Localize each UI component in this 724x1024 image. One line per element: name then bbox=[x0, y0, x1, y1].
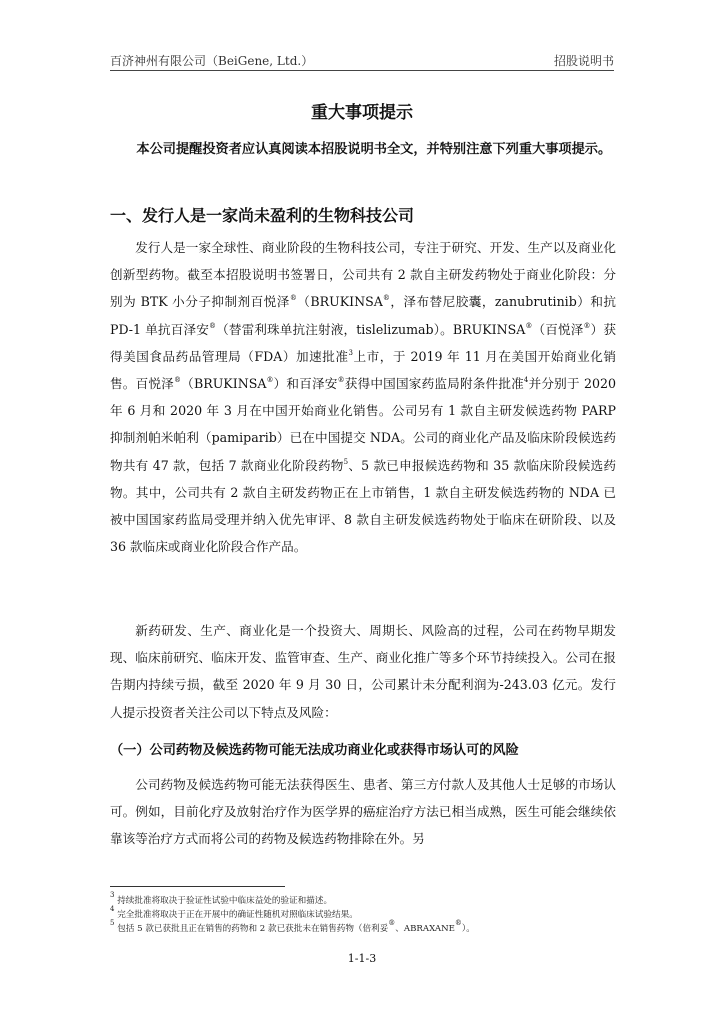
paragraph-2: 新药研发、生产、商业化是一个投资大、周期长、风险高的过程，公司在药物早期发现、临床前研究、临床开发、监管审查、生产、商业化推广等多个环节持续投入。公司在报告期内持续亏损，截至 2020 年 9 月 30 日，公司累计未分配利润为-243.03 亿元。发行人提示投资者关注公司以下特点及风险： bbox=[110, 623, 616, 720]
header-company: 百济神州有限公司（BeiGene, Ltd.） bbox=[110, 54, 314, 68]
footnote-4: $^4$ 完全批准将取决于正在开展中的确证性随机对照临床试验结果。 bbox=[110, 905, 358, 920]
footnote-3: $^3$ 持续批准将取决于验证性试验中临床益处的验证和描述。 bbox=[110, 891, 333, 906]
footnote-5: $^5$ 包括 5 款已获批且正在销售的药物和 2 款已获批未在销售药物（倍利妥®、ABRAXANE®）。 bbox=[110, 919, 475, 934]
paragraph-1: 发行人是一家全球性、商业阶段的生物科技公司，专注于研究、开发、生产以及商业化创新型药物。截至本招股说明书签署日，公司共有 2 款自主研发药物处于商业化阶段：分别为 BTK 小分子抑制剂百悦泽®（BRUKINSA®，泽布替尼胶囊，zanubrutinib）和抗 PD-1 单抗百泽安®（替雷利珠单抗注射液，tislelizumab）。BRUKINSA®（百悦泽®）获得美国食品药品管理局（FDA）加速批准$^3$上市，于 2019 年 11 月在美国开始商业化销售。百悦泽®（BRUKINSA®）和百泽安®获得中国国家药监局附条件批准$^4$并分别于 2020 年 6 月和 2020 年 3 月在中国开始商业化销售。公司另有 1 款自主研发候选药物 PARP 抑制剂帕米帕利（pamiparib）已在中国提交 NDA。公司的商业化产品及临床阶段候选药物共有 47 款，包括 7 款商业化阶段药物$^5$、5 款已申报候选药物和 35 款临床阶段候选药物。其中，公司共有 2 款自主研发药物正在上市销售，1 款自主研发候选药物的 NDA 已被中国国家药监局受理并纳入优先审评、8 款自主研发候选药物处于临床在研阶段、以及 36 款临床或商业化阶段合作产品。 bbox=[110, 240, 617, 555]
subsection-heading-1: （一）公司药物及候选药物可能无法成功商业化或获得市场认可的风险 bbox=[110, 743, 519, 758]
page-title: 重大事项提示 bbox=[311, 103, 413, 123]
footnote-divider bbox=[110, 886, 285, 887]
footnote-ref-4: 4 bbox=[523, 376, 529, 385]
footnote-ref-3: 3 bbox=[348, 348, 353, 357]
section-heading-1: 一、发行人是一家尚未盈利的生物科技公司 bbox=[110, 206, 415, 225]
paragraph-3: 公司药物及候选药物可能无法获得医生、患者、第三方付款人及其他人士足够的市场认可。例如，目前化疗及放射治疗作为医学界的癌症治疗方法已相当成熟，医生可能会继续依靠该等治疗方式而将公司的药物及候选药物排除在外。另 bbox=[110, 777, 616, 847]
intro-paragraph: 本公司提醒投资者应认真阅读本招股说明书全文，并特别注意下列重大事项提示。 bbox=[136, 142, 612, 157]
page-number: 1-1-3 bbox=[347, 952, 377, 965]
header-doc-type: 招股说明书 bbox=[553, 54, 614, 68]
footnote-ref-5: 5 bbox=[343, 457, 349, 466]
page-header bbox=[110, 52, 614, 71]
